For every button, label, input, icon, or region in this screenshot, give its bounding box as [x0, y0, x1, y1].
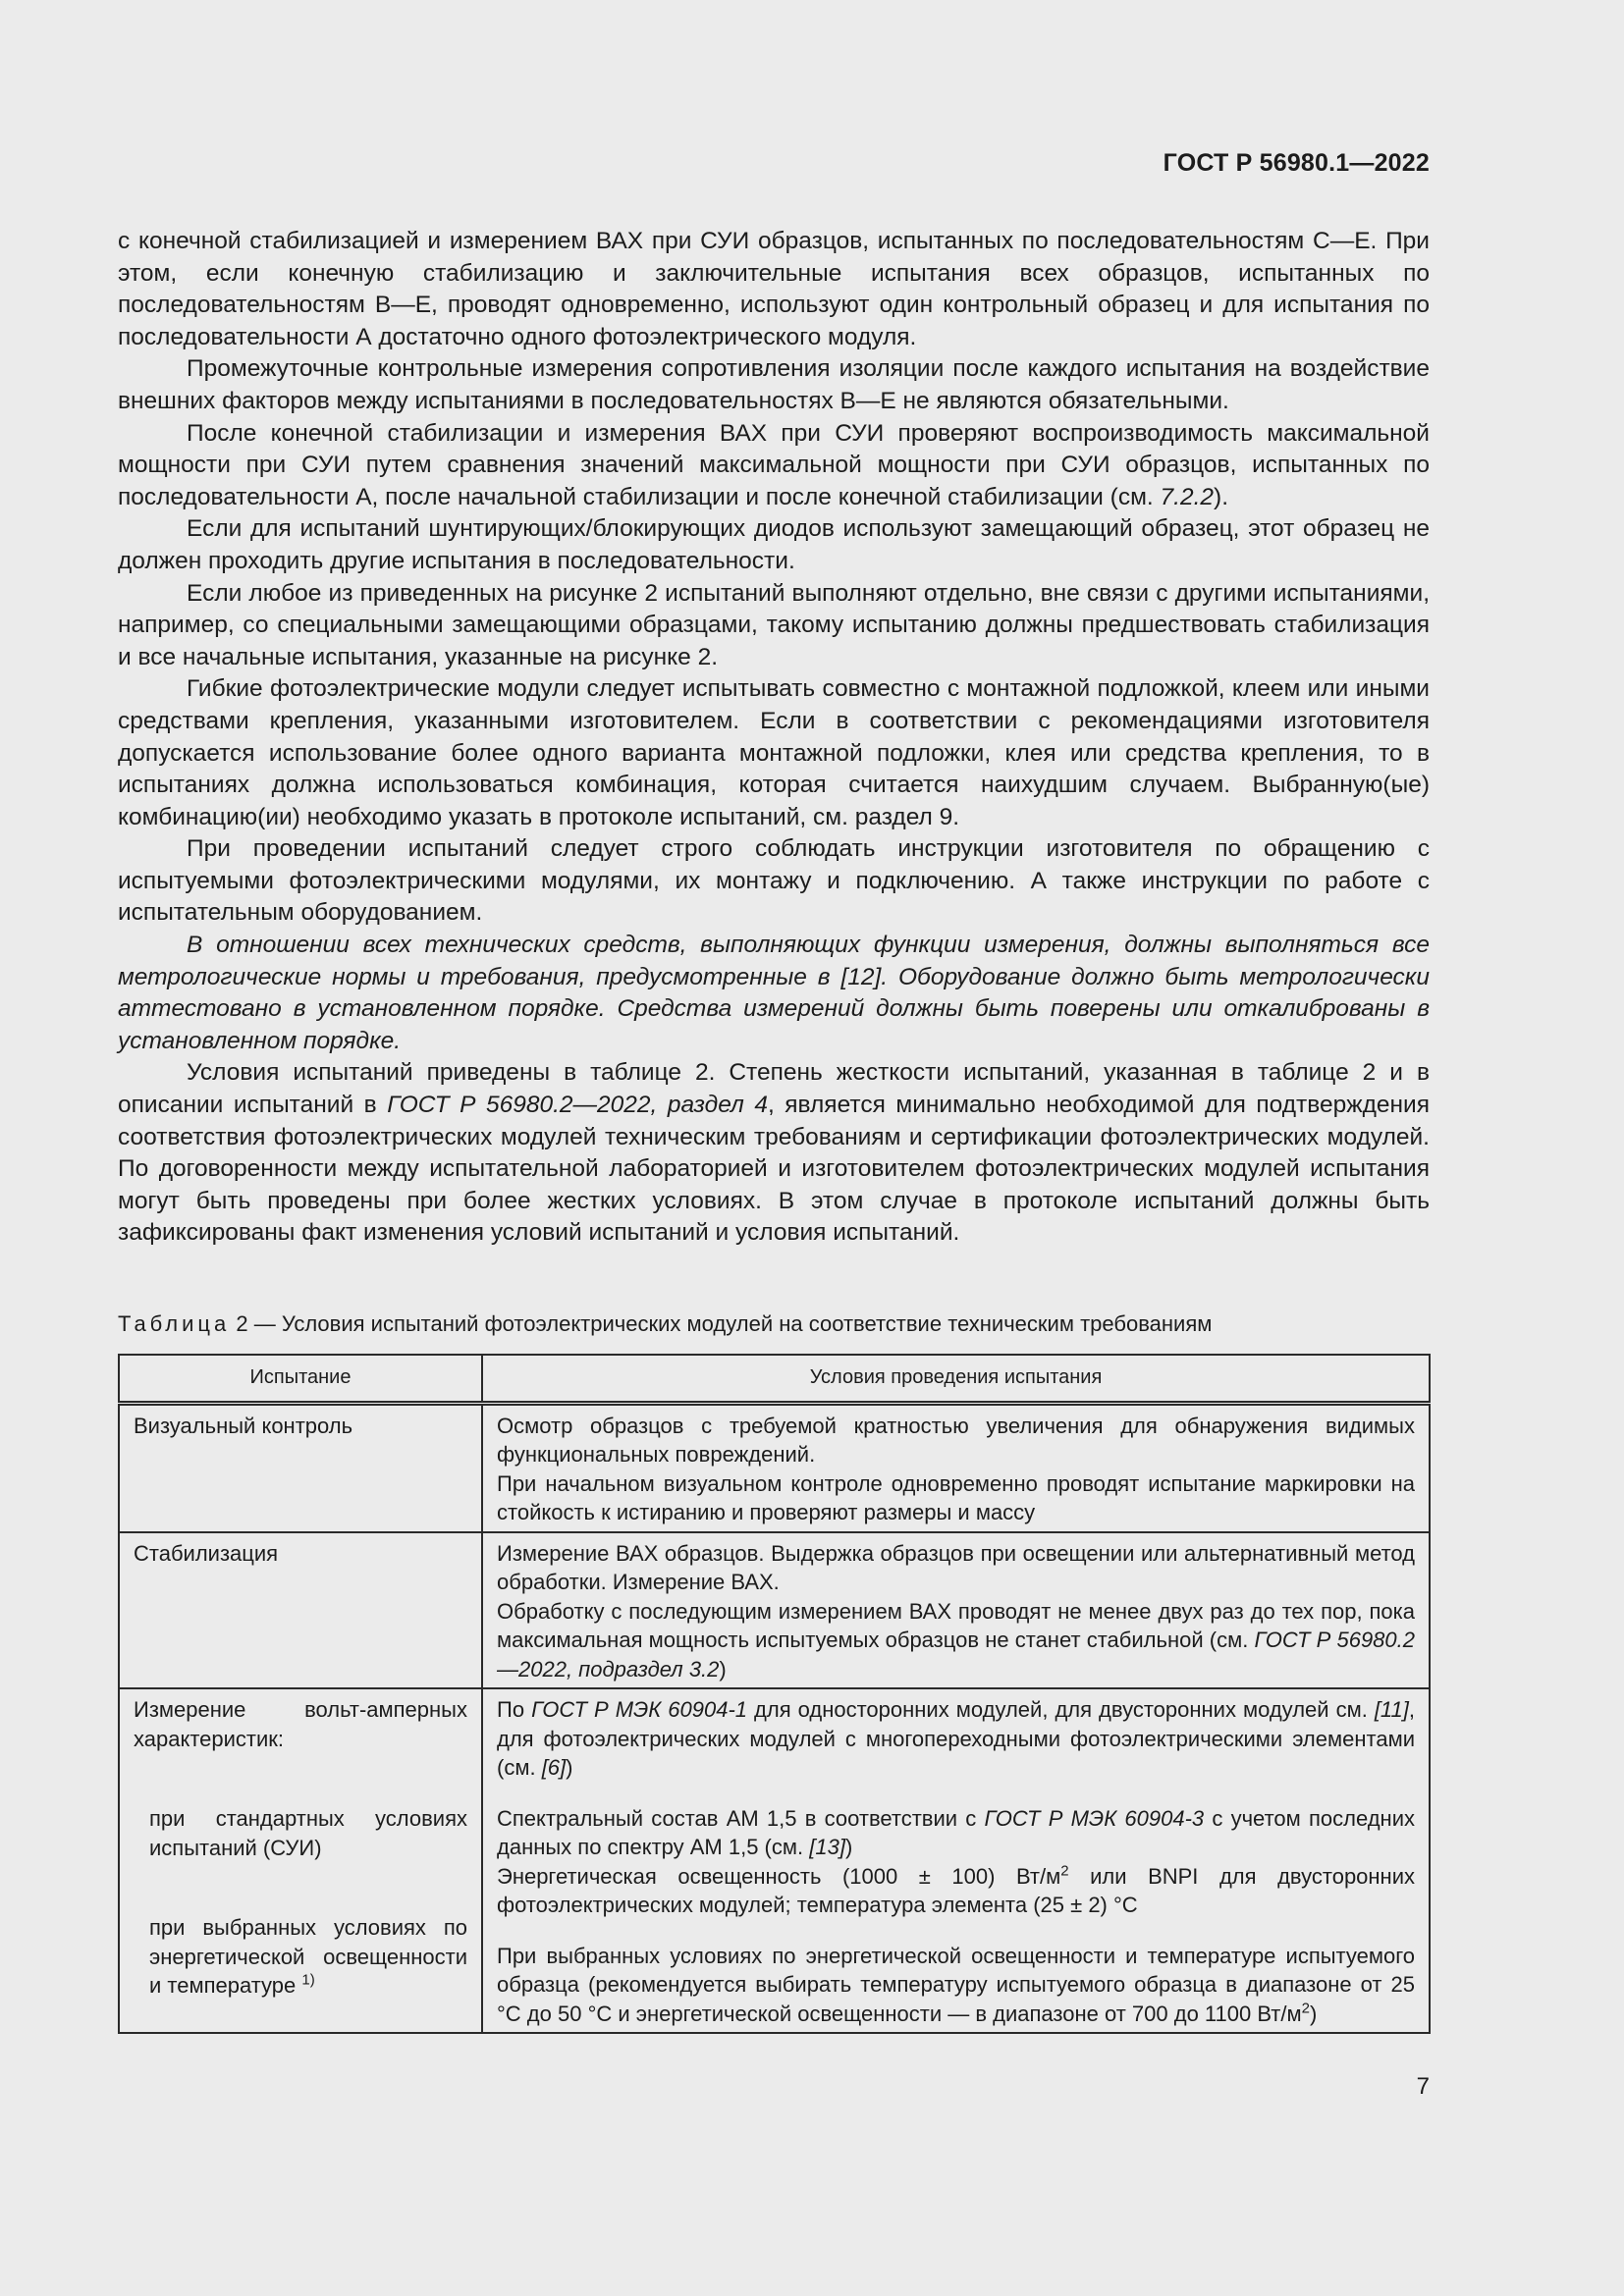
standard-reference: ГОСТ Р 56980.2—2022, подраздел 3.2 [497, 1628, 1415, 1682]
condition-text [497, 1942, 1415, 2029]
bibliography-reference: [13] [809, 1835, 845, 1859]
condition-text: Осмотр образцов с требуемой кратностью увеличения для обнаружения видимых функциональных повреждений. [497, 1413, 1415, 1467]
bibliography-reference: [11] [1374, 1697, 1409, 1722]
section-reference: 7.2.2 [1160, 483, 1215, 510]
paragraph-text: ). [1214, 483, 1229, 510]
paragraph-text: , является минимально необходимой для подтверждения соответствия фотоэлектрических модулей техническим требованиям и сертификации фотоэлектрических модулей. По договоренности между испытательной лабораторией и изготовителем фотоэлектрических модулей испытания могут быть проведены при более жестких условиях. В этом случае в протоколе испытаний должны быть зафиксированы факт изменения условий испытаний и условия испытаний. [118, 1092, 1431, 1247]
table-caption-label: Таблица [118, 1311, 231, 1336]
condition-text-part: ) [1309, 2001, 1318, 2026]
footnote-mark: 1) [301, 1971, 315, 1989]
condition-text [497, 1804, 1415, 1862]
paragraph: Если любое из приведенных на рисунке 2 испытаний выполняют отдельно, вне связи с другими испытаниями, например, со специальными замещающими образцами, такому испытанию должны предшествовать стабилизация и все начальные испытания, указанные на рисунке 2. [118, 579, 1430, 670]
condition-text-part: ) [566, 1755, 573, 1780]
paragraph [118, 1057, 1430, 1250]
paragraph: Гибкие фотоэлектрические модули следует испытывать совместно с монтажной подложкой, клеем или иными средствами крепления, указанными изготовителем. Если в соответствии с рекомендациями изготовителя допускается использование более одного варианта монтажной подложки, клея или средства крепления, то в испытаниях должна использоваться комбинация, которая считается наихудшим случаем. Выбранную(ые) комбинацию(ии) необходимо указать в протоколе испытаний, см. раздел 9. [118, 675, 1430, 830]
condition-text [497, 1695, 1415, 1783]
condition-text-part: ) [719, 1656, 727, 1682]
superscript: 2 [1060, 1862, 1069, 1880]
condition-text-part: или BNPI для двусторонних фотоэлектрических модулей; температура элемента (25 ± 2) °С [497, 1863, 1416, 1917]
table-row [119, 1403, 1430, 1532]
paragraph [118, 418, 1430, 514]
cell-test-name [119, 1688, 482, 2033]
condition-text-part: При выбранных условиях по энергетической освещенности и температуре испытуемого образца (рекомендуется выбирать температуру испытуемого образца в диапазоне от 25 °С до 50 °С и энергетической освещенности — в диапазоне от 700 до 1100 Вт/м [497, 1943, 1415, 2026]
cell-test-name: Визуальный контроль [119, 1403, 482, 1532]
condition-text-part: , для фотоэлектрических модулей с многопереходными фотоэлектрическими элементами (см. [497, 1697, 1415, 1780]
page-number: 7 [1416, 2073, 1430, 2100]
paragraph-italic: В отношении всех технических средств, выполняющих функции измерения, должны выполняться все метрологические нормы и требования, предусмотренные в [12]. Оборудование должно быть метрологически аттестовано в установленном порядке. Средства измерений должны быть поверены или откалиброваны в установленном порядке. [118, 932, 1430, 1054]
condition-text-part: Спектральный состав АМ 1,5 в соответствии с [497, 1805, 985, 1831]
header-cell-conditions: Условия проведения испытания [482, 1355, 1430, 1403]
bibliography-reference: [6] [541, 1755, 567, 1780]
standard-reference: ГОСТ Р МЭК 60904-1 [531, 1697, 748, 1722]
paragraph: При проведении испытаний следует строго соблюдать инструкции изготовителя по обращению с испытуемыми фотоэлектрическими модулями, их монтажу и подключению. А также инструкции по работе с испытательным оборудованием. [118, 835, 1430, 927]
condition-text [497, 1597, 1415, 1684]
superscript: 2 [1301, 2000, 1310, 2017]
condition-text-part: Энергетическая освещенность (1000 ± 100) Вт/м [497, 1863, 1061, 1889]
document-header: ГОСТ Р 56980.1—2022 [1163, 149, 1430, 177]
condition-text-part: для односторонних модулей, для двусторонних модулей см. [747, 1697, 1375, 1722]
cell-conditions [482, 1688, 1430, 2033]
condition-text-part: Обработку с последующим измерением ВАХ проводят не менее двух раз до тех пор, пока максимальная мощность испытуемых образцов не станет стабильной (см. [497, 1598, 1415, 1652]
paragraph-text: После конечной стабилизации и измерения ВАХ при СУИ проверяют воспроизводимость максимальной мощности при СУИ путем сравнения значений максимальной мощности при СУИ образцов, испытанных по последовательности А, после начальной стабилизации и после конечной стабилизации (см. [118, 419, 1430, 510]
subtest-name [134, 1913, 467, 2001]
cell-conditions [482, 1532, 1430, 1689]
condition-text-part: По [497, 1697, 532, 1722]
cell-test-name: Стабилизация [119, 1532, 482, 1689]
condition-text-part: с учетом последних данных по спектру АМ 1,5 (см. [497, 1805, 1415, 1859]
standard-reference: ГОСТ Р МЭК 60904-3 [984, 1805, 1205, 1831]
subtest-name-text: при выбранных условиях по энергетической освещенности и температуре [149, 1915, 467, 1998]
table-header-row [119, 1355, 1430, 1403]
condition-text: Измерение ВАХ образцов. Выдержка образцов при освещении или альтернативный метод обработки. Измерение ВАХ. [497, 1540, 1415, 1594]
condition-text: При начальном визуальном контроле одновременно проводят испытание маркировки на стойкость к истиранию и проверяют размеры и массу [497, 1470, 1415, 1524]
table-caption [118, 1309, 1430, 1339]
condition-text [497, 1862, 1415, 1920]
paragraph: Промежуточные контрольные измерения сопротивления изоляции после каждого испытания на воздействие внешних факторов между испытаниями в последовательностях В—Е не являются обязательными. [118, 355, 1430, 414]
body-text [118, 226, 1430, 1250]
paragraph: Если для испытаний шунтирующих/блокирующих диодов используют замещающий образец, этот образец не должен проходить другие испытания в последовательности. [118, 515, 1430, 574]
paragraph-text: Условия испытаний приведены в таблице 2. Степень жесткости испытаний, указанная в таблице 2 и в описании испытаний в [118, 1059, 1430, 1119]
subtest-name: при стандартных условиях испытаний (СУИ) [149, 1806, 467, 1860]
header-cell-test: Испытание [119, 1355, 482, 1403]
cell-conditions [482, 1403, 1430, 1532]
table-caption-text: 2 — Условия испытаний фотоэлектрических модулей на соответствие техническим требованиям [230, 1311, 1213, 1336]
test-name-text: Измерение вольт-амперных характеристик: [134, 1697, 467, 1751]
standard-reference: ГОСТ Р 56980.2—2022, раздел 4 [387, 1092, 768, 1119]
conditions-table [118, 1354, 1431, 2034]
table-row [119, 1688, 1430, 2033]
paragraph: с конечной стабилизацией и измерением ВАХ при СУИ образцов, испытанных по последовательностям С—Е. При этом, если конечную стабилизацию и заключительные испытания всех образцов, испытанных по последовательностям В—Е, проводят одновременно, используют один контрольный образец и для испытания по последовательности А достаточно одного фотоэлектрического модуля. [118, 228, 1430, 350]
table-row [119, 1532, 1430, 1689]
condition-text-part: ) [844, 1835, 853, 1859]
